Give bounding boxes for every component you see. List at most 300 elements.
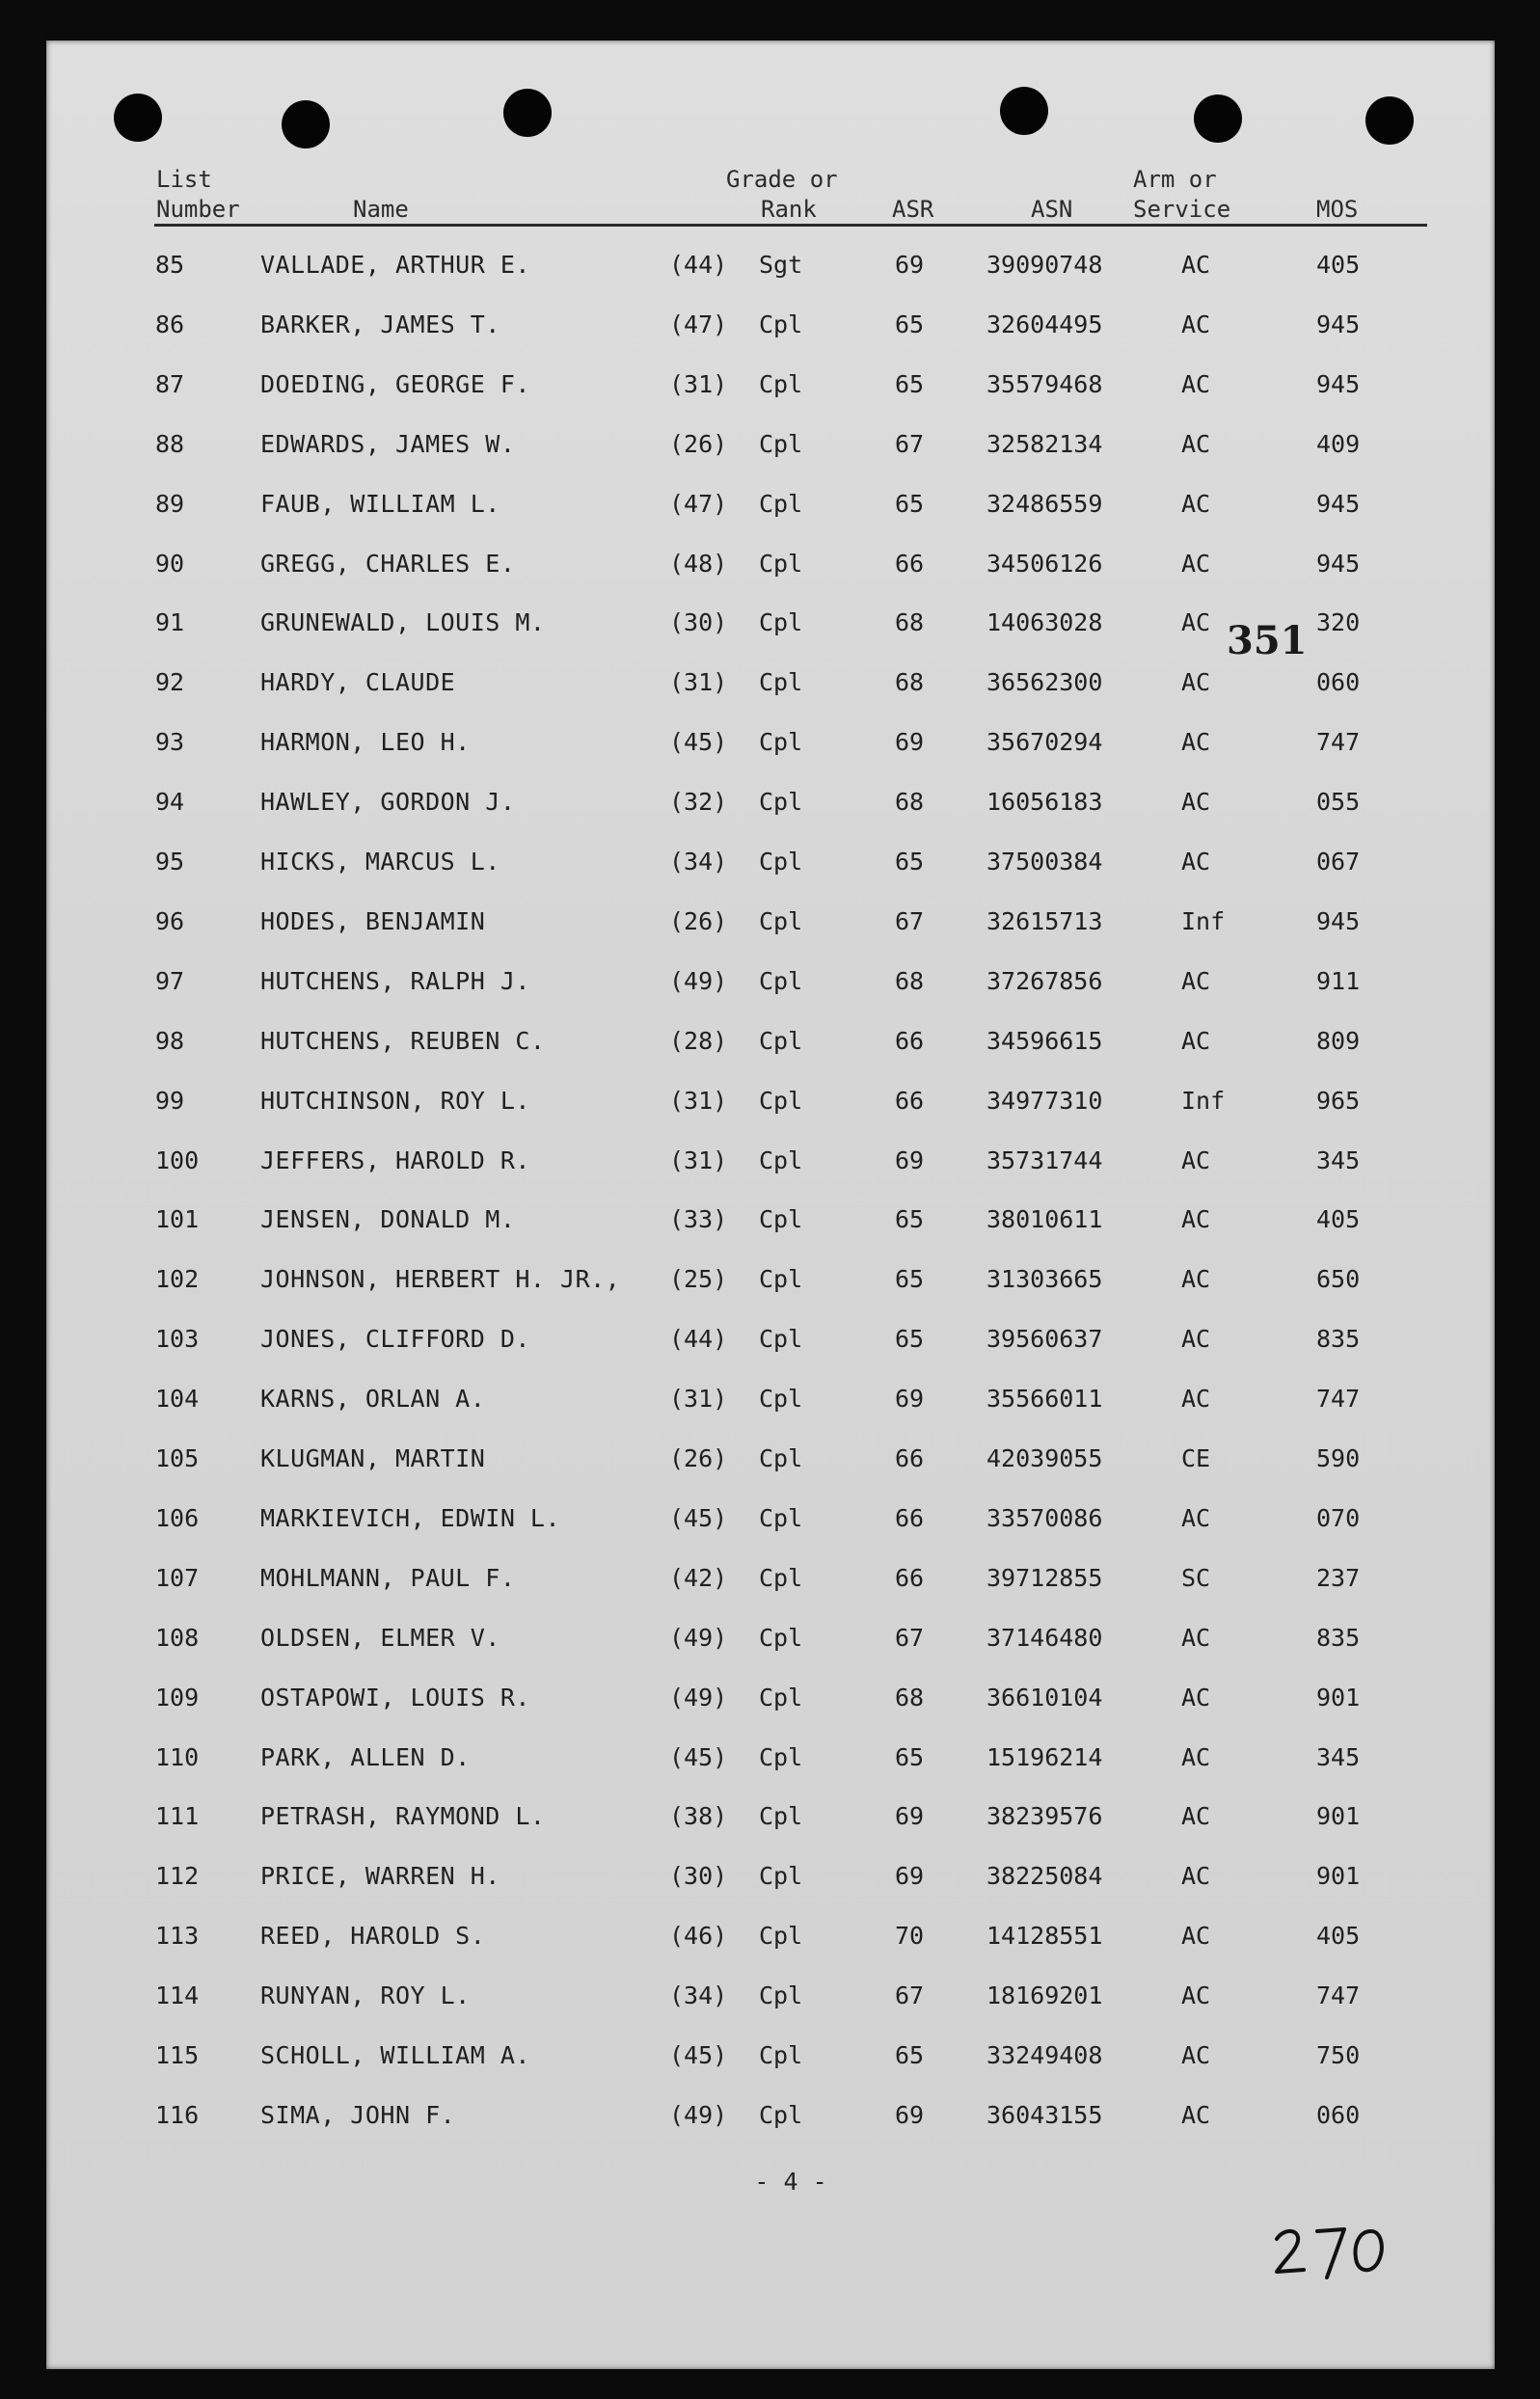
cell-list-number: 106: [155, 1503, 200, 1532]
cell-age: (34): [669, 1981, 728, 2010]
cell-grade: Cpl: [759, 1683, 803, 1712]
cell-asn: 39712855: [986, 1563, 1103, 1592]
cell-age: (26): [669, 1444, 728, 1472]
cell-arm-service: AC: [1181, 966, 1211, 995]
cell-arm-service: AC: [1181, 2100, 1211, 2129]
cell-name: KARNS, ORLAN A.: [260, 1385, 486, 1414]
cell-asn: 36610104: [986, 1683, 1103, 1712]
cell-age: (46): [669, 1922, 728, 1951]
cell-arm-service: AC: [1181, 728, 1211, 757]
header-arm-line1: Arm or: [1133, 166, 1217, 193]
cell-age: (31): [669, 1385, 728, 1414]
cell-age: (33): [669, 1205, 728, 1234]
cell-asn: 35579468: [986, 369, 1103, 398]
cell-asn: 35566011: [986, 1385, 1103, 1414]
cell-name: BARKER, JAMES T.: [260, 310, 500, 338]
cell-name: GRUNEWALD, LOUIS M.: [260, 608, 546, 637]
cell-asn: 37146480: [986, 1623, 1103, 1652]
cell-asr: 66: [895, 1086, 925, 1115]
cell-name: HARMON, LEO H.: [260, 728, 471, 757]
cell-mos: 945: [1316, 369, 1361, 398]
cell-name: PARK, ALLEN D.: [260, 1742, 471, 1771]
cell-asr: 68: [895, 1683, 925, 1712]
table-row: [0, 728, 1540, 767]
cell-asr: 68: [895, 788, 925, 817]
cell-grade: Cpl: [759, 668, 803, 697]
cell-arm-service: AC: [1181, 1981, 1211, 2010]
cell-mos: 055: [1316, 788, 1361, 817]
header-rule: [154, 224, 1427, 227]
cell-grade: Sgt: [759, 251, 803, 279]
cell-asn: 33249408: [986, 2041, 1103, 2069]
cell-grade: Cpl: [759, 1086, 803, 1115]
table-row: [0, 1205, 1540, 1244]
cell-age: (31): [669, 1086, 728, 1115]
cell-arm-service: AC: [1181, 608, 1211, 637]
cell-mos: 345: [1316, 1742, 1361, 1771]
cell-mos: 067: [1316, 848, 1361, 876]
cell-asn: 36043155: [986, 2100, 1103, 2129]
cell-grade: Cpl: [759, 2041, 803, 2069]
cell-grade: Cpl: [759, 848, 803, 876]
cell-list-number: 99: [155, 1086, 185, 1115]
cell-list-number: 115: [155, 2041, 200, 2069]
cell-list-number: 85: [155, 251, 185, 279]
header-mos: MOS: [1316, 196, 1359, 223]
cell-grade: Cpl: [759, 1503, 803, 1532]
cell-list-number: 90: [155, 549, 185, 578]
cell-arm-service: AC: [1181, 1205, 1211, 1234]
table-row: [0, 550, 1540, 588]
cell-age: (44): [669, 251, 728, 279]
cell-age: (49): [669, 2100, 728, 2129]
cell-grade: Cpl: [759, 1563, 803, 1592]
cell-arm-service: AC: [1181, 668, 1211, 697]
cell-name: JEFFERS, HAROLD R.: [260, 1146, 530, 1174]
cell-age: (45): [669, 1503, 728, 1532]
cell-asn: 39560637: [986, 1325, 1103, 1354]
cell-grade: Cpl: [759, 1922, 803, 1951]
cell-mos: 750: [1316, 2041, 1361, 2069]
cell-age: (49): [669, 1623, 728, 1652]
table-row: [0, 2041, 1540, 2080]
handwritten-note: [1271, 2218, 1396, 2285]
cell-arm-service: AC: [1181, 1026, 1211, 1055]
cell-list-number: 96: [155, 906, 185, 935]
cell-asr: 65: [895, 489, 925, 518]
cell-asr: 67: [895, 1981, 925, 2010]
cell-mos: 060: [1316, 668, 1361, 697]
cell-asr: 69: [895, 251, 925, 279]
table-row: [0, 2101, 1540, 2140]
cell-mos: 835: [1316, 1325, 1361, 1354]
cell-asr: 70: [895, 1922, 925, 1951]
cell-list-number: 89: [155, 489, 185, 518]
table-row: [0, 490, 1540, 528]
table-row: [0, 1027, 1540, 1065]
cell-asn: 33570086: [986, 1503, 1103, 1532]
cell-name: EDWARDS, JAMES W.: [260, 429, 516, 458]
cell-name: KLUGMAN, MARTIN: [260, 1444, 486, 1472]
table-row: [0, 1146, 1540, 1185]
table-row: [0, 608, 1540, 647]
cell-list-number: 91: [155, 608, 185, 637]
cell-asn: 35731744: [986, 1146, 1103, 1174]
cell-grade: Cpl: [759, 608, 803, 637]
cell-grade: Cpl: [759, 310, 803, 338]
cell-name: JONES, CLIFFORD D.: [260, 1325, 530, 1354]
cell-grade: Cpl: [759, 1981, 803, 2010]
cell-asn: 31303665: [986, 1265, 1103, 1294]
cell-arm-service: AC: [1181, 1922, 1211, 1951]
cell-arm-service: AC: [1181, 1503, 1211, 1532]
table-row: [0, 1624, 1540, 1662]
cell-asr: 65: [895, 848, 925, 876]
cell-arm-service: AC: [1181, 848, 1211, 876]
table-row: [0, 788, 1540, 826]
cell-grade: Cpl: [759, 1205, 803, 1234]
table-row: [0, 1504, 1540, 1543]
cell-asr: 67: [895, 1623, 925, 1652]
header-list-number-line2: Number: [156, 196, 240, 223]
cell-age: (38): [669, 1802, 728, 1831]
header-list-number: [156, 165, 240, 225]
cell-age: (31): [669, 369, 728, 398]
page-number: - 4 -: [754, 2168, 827, 2196]
table-row: [0, 1922, 1540, 1960]
cell-arm-service: AC: [1181, 1265, 1211, 1294]
cell-asr: 69: [895, 1146, 925, 1174]
cell-arm-service: AC: [1181, 1802, 1211, 1831]
cell-asn: 38010611: [986, 1205, 1103, 1234]
cell-age: (47): [669, 489, 728, 518]
table-row: [0, 310, 1540, 349]
cell-list-number: 107: [155, 1563, 200, 1592]
punch-hole: [1194, 94, 1242, 143]
cell-grade: Cpl: [759, 1444, 803, 1472]
header-grade-line2: Rank: [761, 196, 817, 223]
cell-list-number: 94: [155, 788, 185, 817]
cell-age: (44): [669, 1325, 728, 1354]
cell-grade: Cpl: [759, 1623, 803, 1652]
punch-hole: [1365, 96, 1414, 145]
cell-grade: Cpl: [759, 1325, 803, 1354]
cell-asn: 15196214: [986, 1742, 1103, 1771]
header-asr: ASR: [892, 196, 934, 223]
cell-asr: 68: [895, 966, 925, 995]
cell-mos: 747: [1316, 1385, 1361, 1414]
cell-name: FAUB, WILLIAM L.: [260, 489, 500, 518]
cell-asn: 32582134: [986, 429, 1103, 458]
cell-name: JOHNSON, HERBERT H. JR.,: [260, 1265, 621, 1294]
cell-list-number: 105: [155, 1444, 200, 1472]
cell-asn: 32604495: [986, 310, 1103, 338]
cell-list-number: 111: [155, 1802, 200, 1831]
cell-arm-service: Inf: [1181, 906, 1226, 935]
cell-asr: 67: [895, 906, 925, 935]
table-row: [0, 1385, 1540, 1423]
cell-arm-service: AC: [1181, 251, 1211, 279]
cell-grade: Cpl: [759, 1385, 803, 1414]
cell-mos: 405: [1316, 1922, 1361, 1951]
header-asn: ASN: [1031, 196, 1073, 223]
header-grade-line1: Grade or: [726, 166, 838, 193]
cell-arm-service: AC: [1181, 1146, 1211, 1174]
table-row: [0, 1444, 1540, 1483]
table-row: [0, 1684, 1540, 1722]
header-list-number-line1: List: [156, 166, 212, 193]
cell-grade: Cpl: [759, 1265, 803, 1294]
cell-mos: 650: [1316, 1265, 1361, 1294]
cell-age: (30): [669, 608, 728, 637]
cell-mos: 320: [1316, 608, 1361, 637]
cell-asr: 66: [895, 1026, 925, 1055]
cell-asr: 67: [895, 429, 925, 458]
punch-hole: [114, 94, 162, 142]
table-row: [0, 251, 1540, 289]
cell-list-number: 114: [155, 1981, 200, 2010]
cell-age: (34): [669, 848, 728, 876]
cell-asr: 69: [895, 728, 925, 757]
cell-name: JENSEN, DONALD M.: [260, 1205, 516, 1234]
table-row: [0, 1802, 1540, 1841]
cell-list-number: 86: [155, 310, 185, 338]
cell-mos: 945: [1316, 549, 1361, 578]
cell-age: (45): [669, 728, 728, 757]
cell-name: PRICE, WARREN H.: [260, 1862, 500, 1891]
cell-asn: 32486559: [986, 489, 1103, 518]
cell-mos: 945: [1316, 489, 1361, 518]
cell-mos: 405: [1316, 1205, 1361, 1234]
cell-name: HUTCHENS, REUBEN C.: [260, 1026, 546, 1055]
cell-grade: Cpl: [759, 369, 803, 398]
cell-asn: 37267856: [986, 966, 1103, 995]
punch-hole: [1000, 87, 1048, 135]
cell-list-number: 102: [155, 1265, 200, 1294]
cell-asn: 42039055: [986, 1444, 1103, 1472]
cell-name: SIMA, JOHN F.: [260, 2100, 456, 2129]
cell-age: (32): [669, 788, 728, 817]
cell-asn: 18169201: [986, 1981, 1103, 2010]
cell-arm-service: AC: [1181, 429, 1211, 458]
cell-name: SCHOLL, WILLIAM A.: [260, 2041, 530, 2069]
cell-list-number: 88: [155, 429, 185, 458]
cell-asn: 16056183: [986, 788, 1103, 817]
cell-grade: Cpl: [759, 2100, 803, 2129]
cell-arm-service: AC: [1181, 1742, 1211, 1771]
cell-arm-service: AC: [1181, 1623, 1211, 1652]
cell-list-number: 95: [155, 848, 185, 876]
cell-asn: 39090748: [986, 251, 1103, 279]
cell-asn: 34977310: [986, 1086, 1103, 1115]
table-row: [0, 848, 1540, 886]
cell-name: HARDY, CLAUDE: [260, 668, 456, 697]
cell-name: GREGG, CHARLES E.: [260, 549, 516, 578]
cell-mos: 345: [1316, 1146, 1361, 1174]
table-row: [0, 907, 1540, 946]
cell-name: PETRASH, RAYMOND L.: [260, 1802, 546, 1831]
cell-arm-service: AC: [1181, 549, 1211, 578]
cell-mos: 409: [1316, 429, 1361, 458]
cell-grade: Cpl: [759, 1862, 803, 1891]
cell-arm-service: AC: [1181, 2041, 1211, 2069]
cell-mos: 835: [1316, 1623, 1361, 1652]
cell-age: (47): [669, 310, 728, 338]
cell-mos: 901: [1316, 1862, 1361, 1891]
cell-age: (45): [669, 1742, 728, 1771]
cell-mos: 901: [1316, 1683, 1361, 1712]
cell-grade: Cpl: [759, 1146, 803, 1174]
header-arm-line2: Service: [1133, 196, 1231, 223]
cell-age: (48): [669, 549, 728, 578]
table-row: [0, 1265, 1540, 1304]
cell-grade: Cpl: [759, 788, 803, 817]
cell-name: RUNYAN, ROY L.: [260, 1981, 471, 2010]
header-arm-service: [1133, 165, 1230, 225]
cell-arm-service: CE: [1181, 1444, 1211, 1472]
cell-name: DOEDING, GEORGE F.: [260, 369, 530, 398]
cell-name: HODES, BENJAMIN: [260, 906, 486, 935]
cell-age: (25): [669, 1265, 728, 1294]
cell-asn: 38225084: [986, 1862, 1103, 1891]
stamp-number: 351: [1227, 618, 1308, 663]
cell-age: (42): [669, 1563, 728, 1592]
cell-grade: Cpl: [759, 728, 803, 757]
cell-arm-service: Inf: [1181, 1086, 1226, 1115]
cell-age: (49): [669, 966, 728, 995]
cell-arm-service: AC: [1181, 369, 1211, 398]
cell-age: (26): [669, 906, 728, 935]
cell-list-number: 93: [155, 728, 185, 757]
cell-asn: 14128551: [986, 1922, 1103, 1951]
cell-name: REED, HAROLD S.: [260, 1922, 486, 1951]
cell-mos: 070: [1316, 1503, 1361, 1532]
cell-grade: Cpl: [759, 429, 803, 458]
cell-arm-service: AC: [1181, 310, 1211, 338]
header-name: Name: [353, 196, 409, 223]
cell-mos: 965: [1316, 1086, 1361, 1115]
cell-asr: 66: [895, 1503, 925, 1532]
table-row: [0, 668, 1540, 707]
table-row: [0, 1862, 1540, 1900]
cell-mos: 747: [1316, 1981, 1361, 2010]
cell-arm-service: AC: [1181, 1862, 1211, 1891]
cell-list-number: 87: [155, 369, 185, 398]
cell-asr: 66: [895, 1444, 925, 1472]
cell-asr: 66: [895, 1563, 925, 1592]
cell-list-number: 103: [155, 1325, 200, 1354]
cell-name: OSTAPOWI, LOUIS R.: [260, 1683, 530, 1712]
cell-list-number: 108: [155, 1623, 200, 1652]
punch-hole: [282, 100, 330, 148]
cell-arm-service: AC: [1181, 489, 1211, 518]
cell-grade: Cpl: [759, 549, 803, 578]
cell-asn: 14063028: [986, 608, 1103, 637]
cell-list-number: 98: [155, 1026, 185, 1055]
cell-list-number: 113: [155, 1922, 200, 1951]
cell-asn: 36562300: [986, 668, 1103, 697]
cell-mos: 809: [1316, 1026, 1361, 1055]
cell-list-number: 112: [155, 1862, 200, 1891]
cell-asn: 38239576: [986, 1802, 1103, 1831]
cell-mos: 237: [1316, 1563, 1361, 1592]
table-row: [0, 967, 1540, 1006]
header-grade: [726, 165, 838, 225]
cell-asn: 34506126: [986, 549, 1103, 578]
table-row: [0, 1087, 1540, 1125]
cell-mos: 060: [1316, 2100, 1361, 2129]
cell-name: OLDSEN, ELMER V.: [260, 1623, 500, 1652]
cell-name: HICKS, MARCUS L.: [260, 848, 500, 876]
cell-list-number: 100: [155, 1146, 200, 1174]
cell-arm-service: AC: [1181, 1385, 1211, 1414]
punch-hole: [503, 89, 552, 137]
cell-name: MOHLMANN, PAUL F.: [260, 1563, 516, 1592]
cell-grade: Cpl: [759, 1802, 803, 1831]
cell-asr: 65: [895, 310, 925, 338]
cell-grade: Cpl: [759, 966, 803, 995]
cell-age: (30): [669, 1862, 728, 1891]
table-row: [0, 1325, 1540, 1363]
cell-name: MARKIEVICH, EDWIN L.: [260, 1503, 561, 1532]
cell-asr: 65: [895, 1205, 925, 1234]
cell-asr: 68: [895, 608, 925, 637]
table-row: [0, 1981, 1540, 2020]
cell-asr: 65: [895, 1742, 925, 1771]
cell-name: HUTCHENS, RALPH J.: [260, 966, 530, 995]
cell-grade: Cpl: [759, 906, 803, 935]
cell-mos: 901: [1316, 1802, 1361, 1831]
cell-list-number: 110: [155, 1742, 200, 1771]
cell-asn: 32615713: [986, 906, 1103, 935]
table-row: [0, 1743, 1540, 1782]
cell-age: (31): [669, 668, 728, 697]
cell-asr: 65: [895, 1265, 925, 1294]
cell-mos: 945: [1316, 310, 1361, 338]
cell-mos: 747: [1316, 728, 1361, 757]
cell-list-number: 104: [155, 1385, 200, 1414]
cell-asn: 34596615: [986, 1026, 1103, 1055]
cell-mos: 405: [1316, 251, 1361, 279]
cell-asr: 69: [895, 1802, 925, 1831]
cell-asn: 35670294: [986, 728, 1103, 757]
cell-asr: 69: [895, 2100, 925, 2129]
cell-list-number: 101: [155, 1205, 200, 1234]
cell-arm-service: AC: [1181, 788, 1211, 817]
cell-asr: 66: [895, 549, 925, 578]
cell-grade: Cpl: [759, 1026, 803, 1055]
cell-mos: 911: [1316, 966, 1361, 995]
table-row: [0, 370, 1540, 409]
cell-name: VALLADE, ARTHUR E.: [260, 251, 530, 279]
cell-age: (28): [669, 1026, 728, 1055]
cell-name: HUTCHINSON, ROY L.: [260, 1086, 530, 1115]
cell-arm-service: AC: [1181, 1325, 1211, 1354]
cell-age: (26): [669, 429, 728, 458]
cell-age: (49): [669, 1683, 728, 1712]
cell-age: (45): [669, 2041, 728, 2069]
cell-asn: 37500384: [986, 848, 1103, 876]
cell-name: HAWLEY, GORDON J.: [260, 788, 516, 817]
cell-list-number: 109: [155, 1683, 200, 1712]
cell-list-number: 97: [155, 966, 185, 995]
cell-age: (31): [669, 1146, 728, 1174]
cell-list-number: 92: [155, 668, 185, 697]
cell-grade: Cpl: [759, 489, 803, 518]
cell-asr: 69: [895, 1385, 925, 1414]
cell-asr: 68: [895, 668, 925, 697]
cell-asr: 65: [895, 369, 925, 398]
